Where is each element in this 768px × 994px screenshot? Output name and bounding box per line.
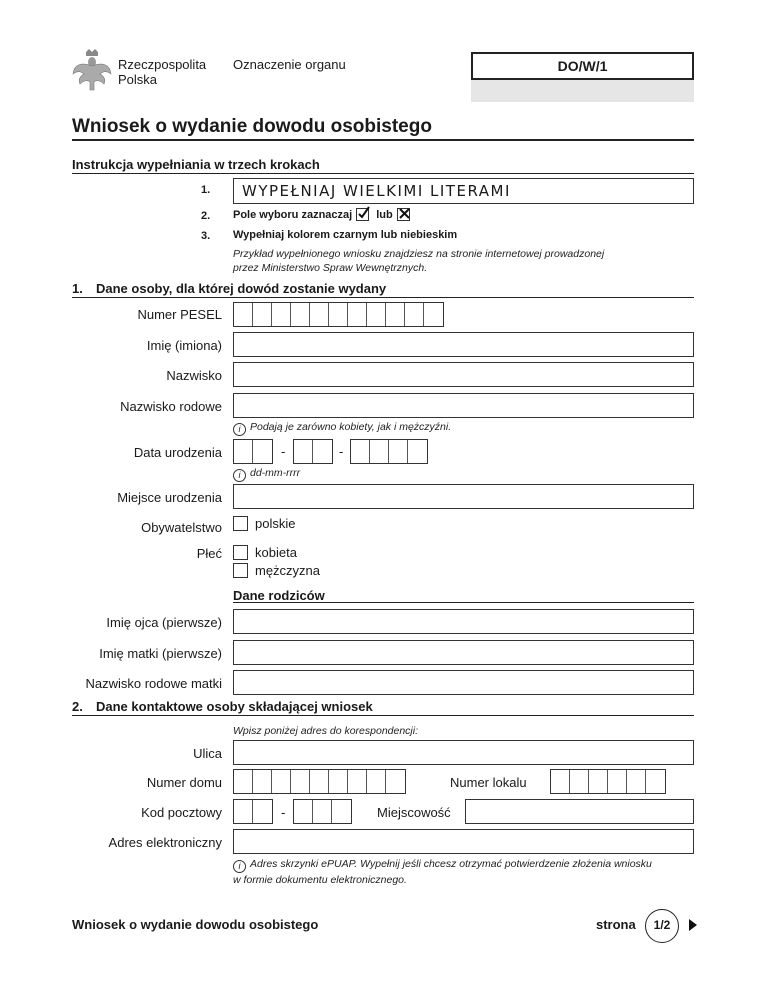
first-names-input[interactable]	[233, 332, 694, 357]
example-note	[233, 247, 604, 275]
cross-example-icon	[397, 208, 410, 221]
birth-place-input[interactable]	[233, 484, 694, 509]
step3-number: 3.	[201, 230, 211, 242]
section1-rule	[72, 297, 694, 298]
birth-surname-label: Nazwisko rodowe	[120, 399, 222, 414]
page-label: strona	[596, 917, 636, 932]
birth-month-input[interactable]	[293, 439, 333, 464]
mother-surname-label: Nazwisko rodowe matki	[85, 676, 222, 691]
section2-number: 2.	[72, 699, 83, 714]
info-icon: i	[233, 423, 246, 436]
instructions-rule	[72, 173, 694, 174]
step2-number: 2.	[201, 210, 211, 222]
section1-number: 1.	[72, 281, 83, 296]
footer-title: Wniosek o wydanie dowodu osobistego	[72, 917, 319, 932]
checkmark-example-icon	[356, 208, 369, 221]
city-input[interactable]	[465, 799, 694, 824]
example-note-line1: Przykład wypełnionego wniosku znajdziesz na stronie internetowej prowadzonej	[233, 248, 605, 260]
pesel-label: Numer PESEL	[137, 307, 222, 322]
authority-label: Oznaczenie organu	[233, 57, 346, 72]
email-hint-line2: w formie dokumentu elektronicznego.	[233, 874, 407, 886]
postal-code-first-input[interactable]	[233, 799, 273, 824]
mother-surname-input[interactable]	[233, 670, 694, 695]
country-line2: Polska	[118, 72, 158, 87]
step2-or: lub	[376, 208, 393, 221]
birth-place-label: Miejsce urodzenia	[117, 490, 222, 505]
house-number-label: Numer domu	[146, 775, 222, 790]
birth-date-hint-text: dd-mm-rrrr	[250, 467, 301, 479]
page-title: Wniosek o wydanie dowodu osobistego	[72, 116, 432, 137]
sex-label: Płeć	[196, 546, 222, 561]
country-line1: Rzeczpospolita	[118, 57, 207, 72]
surname-input[interactable]	[233, 362, 694, 387]
info-icon: i	[233, 860, 246, 873]
birth-surname-hint-text: Podają je zarówno kobiety, jak i mężczyźni.	[250, 421, 452, 433]
email-hint-line1: Adres skrzynki ePUAP. Wypełnij jeśli chcesz otrzymać potwierdzenie złożenia wniosku	[250, 858, 652, 870]
birth-date-label: Data urodzenia	[133, 445, 222, 460]
city-label: Miejscowość	[377, 805, 451, 820]
instructions-heading: Instrukcja wypełniania w trzech krokach	[72, 157, 320, 172]
example-note-line2: przez Ministerstwo Spraw Wewnętrznych.	[233, 262, 428, 274]
mother-name-label: Imię matki (pierwsze)	[99, 646, 222, 661]
sex-male-checkbox[interactable]	[233, 563, 248, 578]
form-code-box	[471, 52, 694, 102]
flat-number-label: Numer lokalu	[450, 775, 527, 790]
step3-text: Wypełniaj kolorem czarnym lub niebieskim	[233, 229, 458, 241]
birth-date-hint	[233, 467, 300, 482]
parents-heading: Dane rodziców	[233, 588, 325, 603]
date-separator-2: -	[339, 444, 344, 459]
date-separator-1: -	[281, 444, 286, 459]
postal-separator: -	[281, 805, 286, 820]
step2-text: Pole wyboru zaznaczaj	[233, 208, 353, 221]
eagle-emblem-icon	[72, 48, 112, 92]
flat-number-input[interactable]	[550, 769, 666, 794]
section2-title: Dane kontaktowe osoby składającej wniosek	[96, 699, 373, 714]
street-input[interactable]	[233, 740, 694, 765]
first-names-label: Imię (imiona)	[146, 338, 222, 353]
step1-text: WYPEŁNIAJ WIELKIMI LITERAMI	[242, 182, 511, 200]
email-input[interactable]	[233, 829, 694, 854]
page-number: 1/2	[645, 909, 679, 943]
form-code: DO/W/1	[471, 52, 694, 80]
house-number-input[interactable]	[233, 769, 406, 794]
email-label: Adres elektroniczny	[108, 835, 222, 850]
step1-example-box	[233, 178, 694, 204]
mother-name-input[interactable]	[233, 640, 694, 665]
pesel-input[interactable]	[233, 302, 444, 327]
email-hint	[233, 857, 652, 888]
birth-surname-hint	[233, 421, 451, 436]
sex-female-label: kobieta	[255, 545, 297, 560]
section2-rule	[72, 715, 694, 716]
birth-day-input[interactable]	[233, 439, 273, 464]
street-label: Ulica	[193, 746, 222, 761]
sex-male-label: mężczyzna	[255, 563, 321, 578]
father-name-input[interactable]	[233, 609, 694, 634]
address-note: Wpisz poniżej adres do korespondencji:	[233, 725, 419, 737]
postal-code-second-input[interactable]	[293, 799, 352, 824]
section1-title: Dane osoby, dla której dowód zostanie wydany	[96, 281, 387, 296]
sex-female-checkbox[interactable]	[233, 545, 248, 560]
info-icon: i	[233, 469, 246, 482]
citizenship-option-label: polskie	[255, 516, 296, 531]
birth-year-input[interactable]	[350, 439, 428, 464]
surname-label: Nazwisko	[166, 368, 222, 383]
parents-rule	[233, 602, 694, 603]
citizenship-polish-checkbox[interactable]	[233, 516, 248, 531]
father-name-label: Imię ojca (pierwsze)	[106, 615, 222, 630]
title-rule	[72, 139, 694, 141]
birth-surname-input[interactable]	[233, 393, 694, 418]
postal-code-label: Kod pocztowy	[141, 805, 222, 820]
citizenship-label: Obywatelstwo	[141, 520, 222, 535]
country-name	[118, 57, 206, 87]
step2-row	[233, 208, 410, 221]
step1-number: 1.	[201, 184, 211, 196]
next-page-arrow-icon[interactable]	[688, 918, 698, 932]
